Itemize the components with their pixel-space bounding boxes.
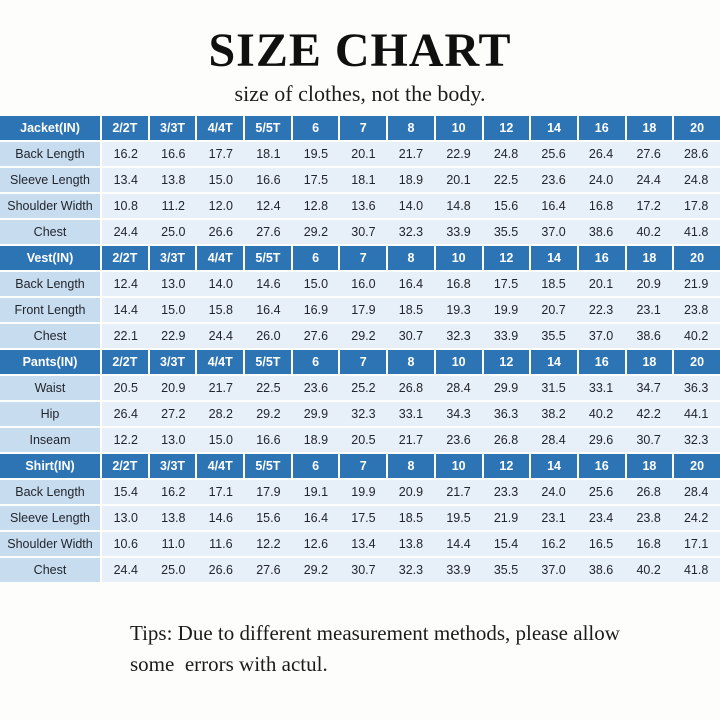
size-header-cell: 18 [627,350,673,374]
size-header-cell: 18 [627,454,673,478]
value-cell: 30.7 [398,329,424,343]
value-cell: 23.8 [683,303,709,317]
size-header-cell: 8 [388,350,434,374]
value-cell: 11.0 [161,537,185,551]
row-values [102,428,720,452]
value-cell: 20.7 [541,303,566,317]
table-row [0,402,720,426]
size-header-cell: 12 [484,246,530,270]
value-cell: 23.1 [541,511,566,525]
value-cell: 13.4 [351,537,376,551]
value-cell: 32.3 [351,407,376,421]
value-cell: 25.6 [541,147,566,161]
value-cell: 18.5 [398,511,424,525]
value-cell: 21.9 [683,277,709,291]
value-cell: 17.2 [636,199,661,213]
size-header-cell: 7 [340,454,386,478]
value-cell: 44.1 [683,407,709,421]
value-cell: 32.3 [398,563,424,577]
row-values [102,142,720,166]
value-cell: 21.7 [398,147,424,161]
size-header-cell: 10 [436,350,482,374]
value-cell: 16.4 [256,303,281,317]
value-cell: 40.2 [636,225,661,239]
size-header-cell: 20 [674,350,720,374]
value-cell: 13.8 [398,537,424,551]
size-header-cell: 6 [293,116,339,140]
size-header-cell: 7 [340,350,386,374]
value-cell: 22.5 [493,173,519,187]
size-header-cell: 6 [293,454,339,478]
value-cell: 13.0 [113,511,138,525]
value-cell: 24.4 [113,563,138,577]
value-cell: 36.3 [493,407,519,421]
table-row [0,194,720,218]
value-cell: 12.6 [303,537,329,551]
value-cell: 16.2 [113,147,138,161]
value-cell: 41.8 [683,563,709,577]
size-header-cell: 10 [436,116,482,140]
value-cell: 32.3 [398,225,424,239]
row-label-cell: Front Length [0,298,100,322]
size-header-cell: 20 [674,116,720,140]
value-cell: 23.6 [446,433,471,447]
value-cell: 12.4 [113,277,138,291]
value-cell: 22.5 [256,381,281,395]
row-label-cell: Back Length [0,272,100,296]
value-cell: 28.6 [683,147,709,161]
value-cell: 12.0 [208,199,233,213]
row-values [102,168,720,192]
value-cell: 16.4 [303,511,329,525]
section-name-cell: Vest(IN) [0,246,100,270]
value-cell: 23.1 [636,303,661,317]
section-header-row [0,246,720,270]
row-label-cell: Sleeve Length [0,506,100,530]
value-cell: 23.4 [588,511,614,525]
value-cell: 17.1 [683,537,709,551]
value-cell: 13.8 [161,511,186,525]
value-cell: 40.2 [588,407,614,421]
value-cell: 19.1 [303,485,329,499]
value-cell: 15.8 [208,303,233,317]
size-header-cell: 10 [436,246,482,270]
value-cell: 29.2 [303,563,329,577]
value-cell: 22.1 [113,329,138,343]
value-cell: 15.4 [113,485,138,499]
value-cell: 17.7 [208,147,233,161]
table-row [0,298,720,322]
value-cell: 38.6 [636,329,661,343]
value-cell: 16.4 [398,277,424,291]
value-cell: 16.6 [161,147,186,161]
row-values [102,506,720,530]
value-cell: 23.6 [303,381,329,395]
row-values [102,298,720,322]
size-header-cell: 3/3T [150,350,196,374]
value-cell: 29.2 [303,225,329,239]
value-cell: 26.4 [588,147,614,161]
value-cell: 30.7 [636,433,661,447]
value-cell: 26.6 [208,563,233,577]
value-cell: 40.2 [683,329,709,343]
value-cell: 20.5 [113,381,138,395]
value-cell: 13.0 [161,277,186,291]
table-row [0,480,720,504]
value-cell: 28.2 [208,407,233,421]
size-header-cell: 2/2T [102,116,148,140]
value-cell: 22.9 [446,147,471,161]
value-cell: 27.2 [161,407,186,421]
value-cell: 23.6 [541,173,566,187]
table-row [0,168,720,192]
size-header-cell: 2/2T [102,246,148,270]
size-header-cell: 4/4T [197,116,243,140]
value-cell: 12.2 [113,433,138,447]
value-cell: 38.6 [588,225,614,239]
value-cell: 32.3 [683,433,709,447]
size-header-cell: 5/5T [245,350,291,374]
value-cell: 21.7 [446,485,471,499]
value-cell: 35.5 [493,225,519,239]
table-row [0,220,720,244]
row-label-cell: Hip [0,402,100,426]
value-cell: 24.4 [208,329,233,343]
section-header-row [0,350,720,374]
value-cell: 24.4 [113,225,138,239]
value-cell: 19.3 [446,303,471,317]
row-values [102,376,720,400]
value-cell: 17.1 [208,485,233,499]
value-cell: 29.6 [588,433,614,447]
value-cell: 33.9 [493,329,519,343]
value-cell: 28.4 [541,433,566,447]
value-cell: 16.0 [351,277,376,291]
value-cell: 36.3 [683,381,709,395]
value-cell: 14.0 [398,199,424,213]
value-cell: 18.5 [398,303,424,317]
size-header-cell: 14 [531,246,577,270]
value-cell: 22.9 [161,329,186,343]
value-cell: 33.1 [588,381,614,395]
size-header-cell: 12 [484,454,530,478]
value-cell: 13.4 [113,173,138,187]
value-cell: 18.1 [256,147,281,161]
table-row [0,376,720,400]
value-cell: 29.9 [493,381,519,395]
tips-line-1: Tips: Due to different measurement methods, please allow [130,621,620,645]
value-cell: 23.3 [493,485,519,499]
value-cell: 14.6 [208,511,233,525]
size-header-cell: 5/5T [245,116,291,140]
value-cell: 20.9 [398,485,424,499]
value-cell: 21.7 [398,433,424,447]
row-label-cell: Waist [0,376,100,400]
value-cell: 16.2 [541,537,566,551]
value-cell: 15.0 [161,303,186,317]
value-cell: 20.1 [351,147,376,161]
size-header-cell: 3/3T [150,454,196,478]
value-cell: 37.0 [541,225,566,239]
value-cell: 12.8 [303,199,329,213]
value-cell: 14.8 [446,199,471,213]
value-cell: 19.5 [303,147,329,161]
value-cell: 12.4 [256,199,281,213]
table-row [0,428,720,452]
value-cell: 28.4 [446,381,471,395]
value-cell: 11.6 [209,537,233,551]
value-cell: 33.1 [398,407,424,421]
value-cell: 28.4 [683,485,709,499]
row-label-cell: Back Length [0,142,100,166]
section-header-row [0,454,720,478]
size-table [0,116,720,582]
size-header-cell: 7 [340,246,386,270]
value-cell: 27.6 [256,563,281,577]
value-cell: 18.9 [303,433,329,447]
row-values [102,402,720,426]
table-row [0,532,720,556]
size-header-cell: 3/3T [150,246,196,270]
size-header-cell: 4/4T [197,350,243,374]
value-cell: 24.8 [493,147,519,161]
value-cell: 26.0 [256,329,281,343]
value-cell: 10.6 [113,537,138,551]
section-name-cell: Pants(IN) [0,350,100,374]
value-cell: 16.9 [303,303,329,317]
value-cell: 32.3 [446,329,471,343]
size-header-cell: 18 [627,246,673,270]
size-header-cell: 20 [674,246,720,270]
value-cell: 21.7 [208,381,233,395]
row-values [102,558,720,582]
value-cell: 20.1 [588,277,614,291]
size-header-cell: 4/4T [197,454,243,478]
size-header-cell: 12 [484,350,530,374]
value-cell: 15.4 [493,537,519,551]
value-cell: 16.8 [588,199,614,213]
value-cell: 38.6 [588,563,614,577]
value-cell: 24.0 [541,485,566,499]
value-cell: 26.8 [398,381,424,395]
value-cell: 17.5 [303,173,329,187]
section-name-cell: Jacket(IN) [0,116,100,140]
value-cell: 17.5 [493,277,519,291]
value-cell: 25.6 [588,485,614,499]
value-cell: 29.2 [351,329,376,343]
value-cell: 18.1 [351,173,376,187]
value-cell: 14.0 [208,277,233,291]
value-cell: 30.7 [351,563,376,577]
tips-line-2: some errors with actul. [130,652,328,676]
table-row [0,506,720,530]
section-header-row [0,116,720,140]
table-row [0,142,720,166]
value-cell: 15.0 [208,433,233,447]
size-header-cell: 2/2T [102,454,148,478]
value-cell: 27.6 [303,329,329,343]
value-cell: 16.4 [541,199,566,213]
value-cell: 13.8 [161,173,186,187]
value-cell: 21.9 [493,511,519,525]
row-values [102,272,720,296]
value-cell: 42.2 [636,407,661,421]
value-cell: 20.5 [351,433,376,447]
value-cell: 16.8 [636,537,661,551]
value-cell: 16.8 [446,277,471,291]
value-cell: 13.6 [351,199,376,213]
row-label-cell: Chest [0,220,100,244]
value-cell: 34.3 [446,407,471,421]
size-header-cell: 16 [579,350,625,374]
row-values [102,532,720,556]
size-header-cell: 5/5T [245,246,291,270]
size-header-cell: 8 [388,246,434,270]
size-header-cell: 12 [484,116,530,140]
value-cell: 41.8 [683,225,709,239]
value-cell: 26.4 [113,407,138,421]
value-cell: 15.6 [493,199,519,213]
value-cell: 17.9 [256,485,281,499]
value-cell: 35.5 [493,563,519,577]
value-cell: 25.0 [161,563,186,577]
value-cell: 15.6 [256,511,281,525]
value-cell: 25.0 [161,225,186,239]
value-cell: 16.5 [588,537,614,551]
value-cell: 17.8 [683,199,709,213]
size-header-cell: 10 [436,454,482,478]
row-label-cell: Shoulder Width [0,194,100,218]
size-header-cell: 14 [531,454,577,478]
size-header-cell: 16 [579,246,625,270]
row-values [102,194,720,218]
value-cell: 17.5 [351,511,376,525]
value-cell: 14.6 [256,277,281,291]
value-cell: 29.2 [256,407,281,421]
value-cell: 14.4 [446,537,471,551]
size-header-cell: 8 [388,454,434,478]
value-cell: 26.8 [636,485,661,499]
value-cell: 33.9 [446,225,471,239]
table-row [0,558,720,582]
table-row [0,324,720,348]
value-cell: 22.3 [588,303,614,317]
value-cell: 15.0 [303,277,329,291]
value-cell: 12.2 [256,537,281,551]
value-cell: 37.0 [541,563,566,577]
page-subtitle: size of clothes, not the body. [234,81,486,106]
tips-note [130,618,720,680]
value-cell: 23.8 [636,511,661,525]
size-header-cell: 20 [674,454,720,478]
value-cell: 37.0 [588,329,614,343]
row-label-cell: Chest [0,558,100,582]
value-cell: 27.6 [256,225,281,239]
value-cell: 20.9 [636,277,661,291]
value-cell: 20.9 [161,381,186,395]
row-values [102,220,720,244]
value-cell: 26.6 [208,225,233,239]
value-cell: 24.8 [683,173,709,187]
value-cell: 16.2 [161,485,186,499]
value-cell: 20.1 [446,173,471,187]
value-cell: 11.2 [161,199,185,213]
size-header-cell: 7 [340,116,386,140]
value-cell: 27.6 [636,147,661,161]
value-cell: 40.2 [636,563,661,577]
value-cell: 19.9 [351,485,376,499]
size-header-cell: 18 [627,116,673,140]
value-cell: 10.8 [113,199,138,213]
size-header-cell: 5/5T [245,454,291,478]
value-cell: 38.2 [541,407,566,421]
row-label-cell: Shoulder Width [0,532,100,556]
value-cell: 18.9 [398,173,424,187]
value-cell: 31.5 [541,381,566,395]
value-cell: 18.5 [541,277,566,291]
value-cell: 19.5 [446,511,471,525]
size-header-cell: 14 [531,350,577,374]
row-label-cell: Back Length [0,480,100,504]
value-cell: 14.4 [113,303,138,317]
size-header-cell: 2/2T [102,350,148,374]
value-cell: 17.9 [351,303,376,317]
value-cell: 16.6 [256,433,281,447]
size-header-cell: 8 [388,116,434,140]
value-cell: 15.0 [208,173,233,187]
size-header-cell: 14 [531,116,577,140]
value-cell: 29.9 [303,407,329,421]
value-cell: 26.8 [493,433,519,447]
size-header-cell: 4/4T [197,246,243,270]
value-cell: 35.5 [541,329,566,343]
value-cell: 30.7 [351,225,376,239]
size-header-cell: 16 [579,116,625,140]
section-name-cell: Shirt(IN) [0,454,100,478]
table-row [0,272,720,296]
row-label-cell: Inseam [0,428,100,452]
value-cell: 24.2 [683,511,709,525]
row-label-cell: Chest [0,324,100,348]
value-cell: 25.2 [351,381,376,395]
row-label-cell: Sleeve Length [0,168,100,192]
row-values [102,480,720,504]
value-cell: 13.0 [161,433,186,447]
size-header-cell: 3/3T [150,116,196,140]
value-cell: 19.9 [493,303,519,317]
value-cell: 24.0 [588,173,614,187]
value-cell: 24.4 [636,173,661,187]
size-header-cell: 6 [293,350,339,374]
size-header-cell: 6 [293,246,339,270]
row-values [102,324,720,348]
page-title: SIZE CHART [208,24,512,77]
value-cell: 16.6 [256,173,281,187]
size-header-cell: 16 [579,454,625,478]
value-cell: 33.9 [446,563,471,577]
value-cell: 34.7 [636,381,661,395]
